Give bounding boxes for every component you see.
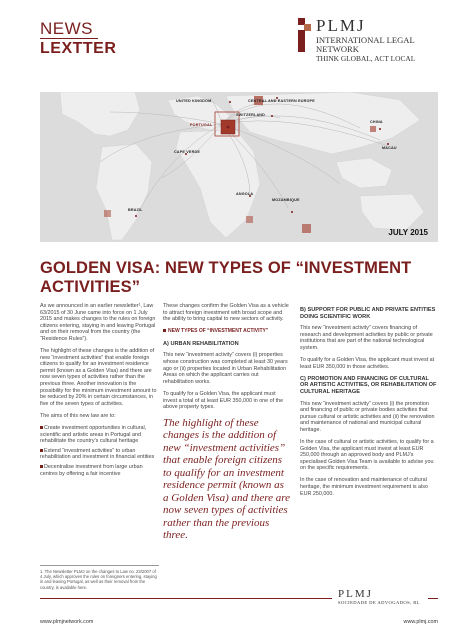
world-network-map [40,92,438,242]
logo-name: PLMJ [316,16,366,35]
issue-date: JULY 2015 [388,228,428,237]
bullet-text: Extend “investment activities” to urban rehabilitation and investment in financial entities [40,447,155,461]
paragraph: To qualify for a Golden Visa, the applicant must invest at least EUR 350,000 in those activities. [300,357,435,370]
map-label-ceu: CENTRAL AND EASTERN EUROPE [248,99,315,103]
paragraph: These changes confirm the Golden Visa as a vehicle to attract foreign investment with broad scope and the ability to bring capital to new sectors of activity. [163,303,289,323]
pull-quote: The highlight of these changes is the addition of new “investment activities” that enable foreign citizens to qualify for an investment residence permit (known as a Golden Visa) and there are now seven types of activities rather than the previous three. [163,416,290,542]
bullet-item [40,464,159,477]
map-label-macau: MACAU [382,146,397,150]
map-label-china: CHINA [370,120,383,124]
bullet-text: Create investment opportunities in cultural, scientific and artistic areas in Portugal and rehabilitate the country’s cultural heritage [40,425,147,445]
paragraph: This new “investment activity” covers financing of research and development activities by public or private institutions that are part of the national technological system. [300,325,433,351]
map-label-mozambique: MOZAMBIQUE [272,198,300,202]
plmj-logo [298,18,438,74]
column-3 [300,303,438,503]
logo-tagline: THINK GLOBAL, ACT LOCAL [316,54,416,63]
paragraph: As we announced in an earlier newsletter¹, Law 63/2015 of 30 June came into force on 1 July 2015 and makes changes to the rules on foreign citizens entering, staying in and leaving Portugal and on their removal from the country (the “Residence Rules”). [40,303,156,342]
column-1 [40,303,159,480]
bullet-item [40,425,159,445]
paragraph: In the case of renovation and maintenance of cultural heritage, the minimum investment requirement is also EUR 250,000. [300,477,428,497]
column-2 [163,303,290,542]
logo-subtitle: INTERNATIONAL LEGAL NETWORK [316,35,415,54]
section-heading: C) PROMOTION AND FINANCING OF CULTURAL OR ARTISTIC ACTIVITIES, OR REHABILITATION OF CULTURAL HERITAGE [300,375,437,395]
paragraph: The highlight of these changes is the addition of new “investment activities” that enable foreign citizens to qualify for an investment residence permit (known as a Golden Visa) and there are now seven types of activities rather than the previous three. Another innovation is the possibility for the minimum investment amount to be reduced by 20% in certain circumstances, in five of the seven types of activities. [40,348,157,407]
newsletter-masthead [40,19,117,70]
map-label-angola: ANGOLA [236,192,254,196]
footer-logo [332,588,428,610]
masthead-news: NEWS [40,19,93,38]
bullet-text: Decentralise investment from large urban centres by offering a fair incentive [40,463,143,477]
map-label-cape-verde: CAPE VERDE [174,150,200,154]
plmj-logo-mark [298,18,311,52]
footer-logo-name: PLMJ [338,588,373,600]
article-title: GOLDEN VISA: NEW TYPES OF “INVESTMENT ACTIVITIES” [40,259,412,296]
paragraph: The aims of this new law are to: [40,412,116,419]
paragraph: In the case of cultural or artistic activities, to qualify for a Golden Visa, the applicant must invest at least EUR 250,000 through an approved body and PLMJ’s specialised Golden Visa Team is available to advise you on the specific requirements. [300,439,434,472]
bullet-item [40,448,159,461]
footnote: 1. The Newsletter PLMJ on the changes to Law no. 23/2007 of 4 July, which approves the rules on foreigners entering, staying in and leaving Portugal, as well as their removal from the country, is available here. [40,565,159,590]
map-label-switzerland: SWITZERLAND [236,113,266,117]
paragraph: This new “investment activity” covers (i) the promotion and financing of public or private bodies activities that pursue cultural or artistic activities and (ii) the renovation and maintenance of national and municipal cultural heritage. [300,400,435,433]
footer-link-network[interactable]: www.plmjnetwork.com [40,619,94,625]
map-label-uk: UNITED KINGDOM [176,99,212,103]
map-label-portugal: PORTUGAL [190,123,213,127]
section-subheading: NEW TYPES OF “INVESTMENT ACTIVITY” [163,328,290,335]
map-label-brazil: BRAZIL [128,208,143,212]
footer-link-plmj[interactable]: www.plmj.com [403,619,438,625]
section-heading: B) SUPPORT FOR PUBLIC AND PRIVATE ENTITIES DOING SCIENTIFIC WORK [300,307,436,320]
paragraph: This new “investment activity” covers (i) properties whose construction was completed at least 30 years ago or (ii) properties located in Urban Rehabilitation Areas on which the applicant carries out rehabilitation works. [163,352,288,385]
section-heading: A) URBAN REHABILITATION [163,340,239,347]
paragraph: To qualify for a Golden Visa, the applicant must invest a total of at least EUR 350,000 in one of the above property types. [163,390,284,411]
footer-logo-subtitle: SOCIEDADE DE ADVOGADOS, RL [338,600,420,605]
masthead-lexter: LEXTTER [40,40,117,57]
